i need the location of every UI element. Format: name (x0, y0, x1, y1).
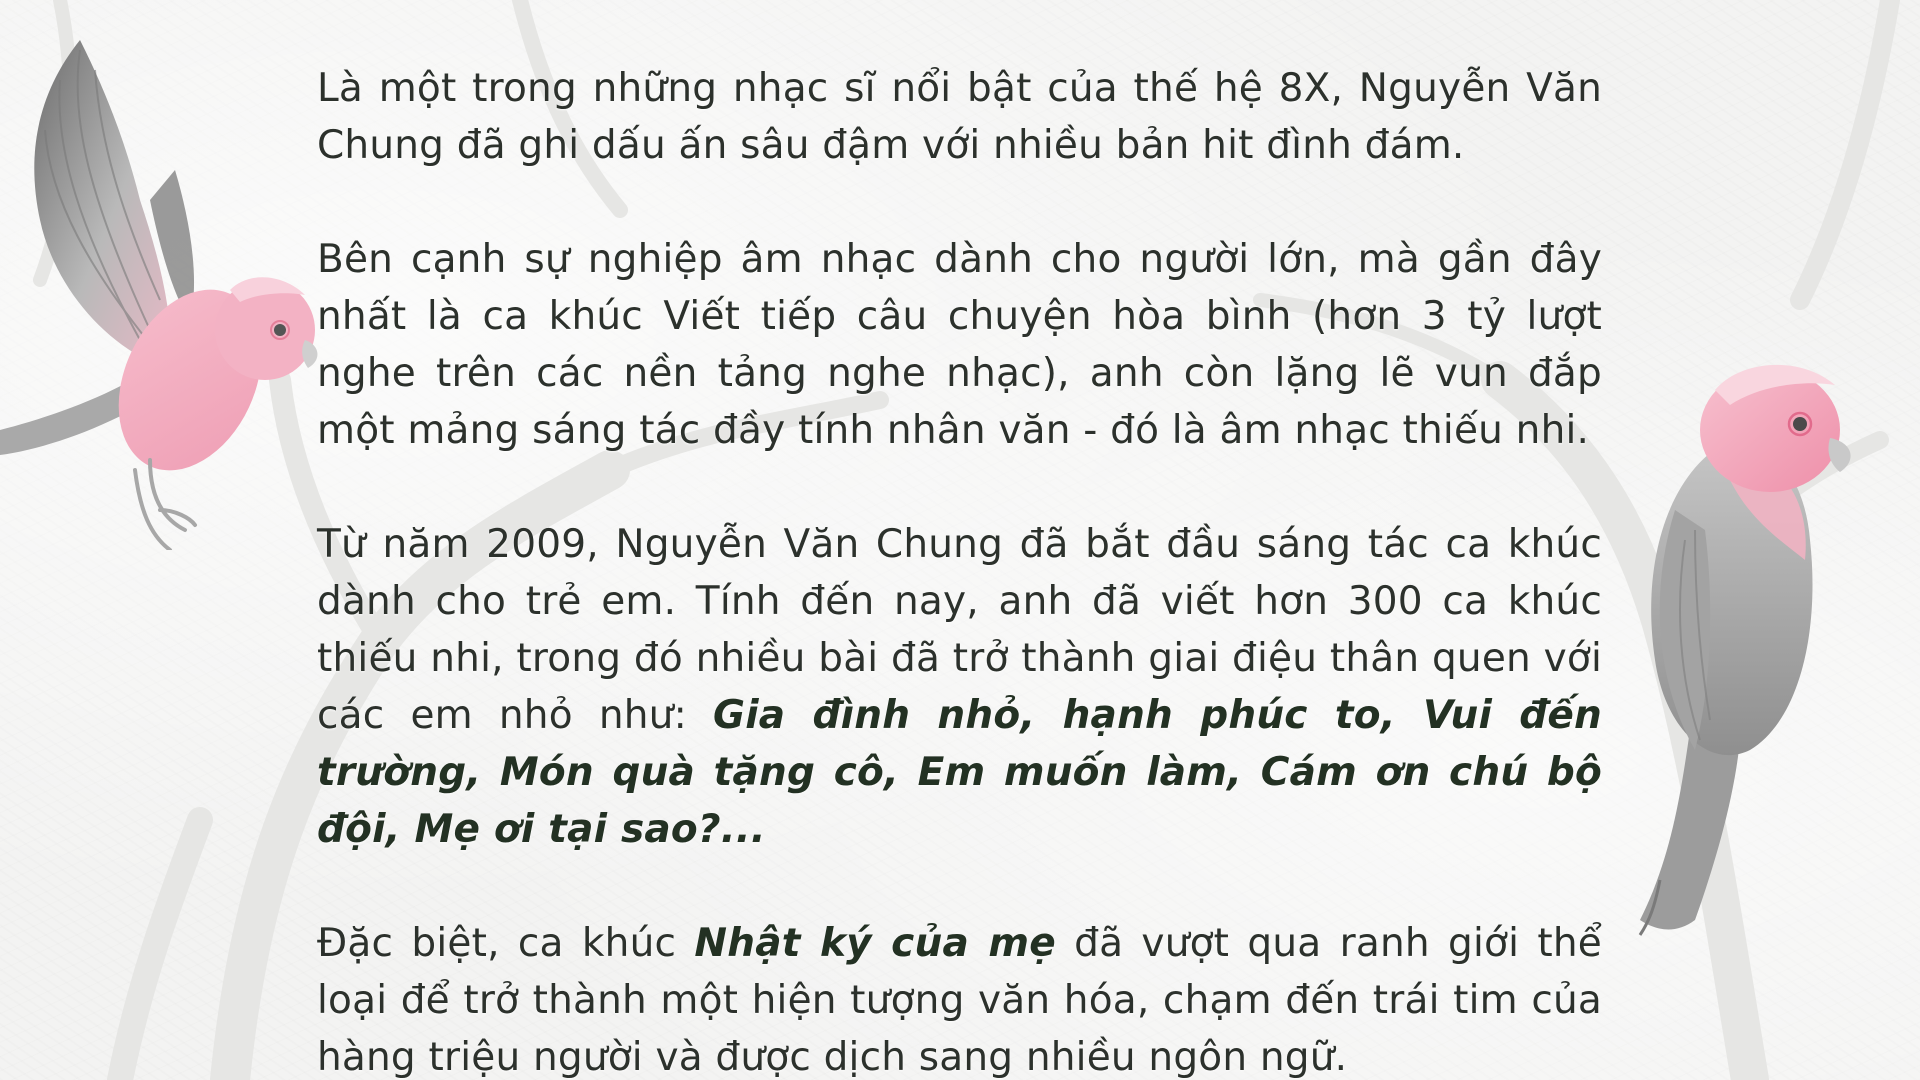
song-title-highlight: Nhật ký của mẹ (694, 921, 1056, 966)
flying-cockatoo-illustration (0, 30, 340, 550)
paragraph-intro: Là một trong những nhạc sĩ nổi bật của thế hệ 8X, Nguyễn Văn Chung đã ghi dấu ấn sâu đậm với nhiều bản hit đình đám. (317, 66, 1602, 168)
paragraph-children-songs (317, 516, 1602, 858)
paragraph-rest-text: đã vượt qua ranh giới thể loại để trở thành một hiện tượng văn hóa, chạm đến trái tim của hàng triệu người và được dịch sang nhiều ngôn ngữ. (317, 921, 1602, 1080)
song-list-highlight: Gia đình nhỏ, hạnh phúc to, Vui đến trường, Món quà tặng cô, Em muốn làm, Cám ơn chú bộ đội, Mẹ ơi tại sao?... (317, 693, 1602, 852)
paragraph-children-songs-text: Từ năm 2009, Nguyễn Văn Chung đã bắt đầu sáng tác ca khúc dành cho trẻ em. Tính đến nay, anh đã viết hơn 300 ca khúc thiếu nhi, trong đó nhiều bài đã trở thành giai điệu thân quen với các em nhỏ như: (317, 522, 1602, 738)
perched-cockatoo-illustration (1600, 360, 1920, 960)
paragraph-career: Bên cạnh sự nghiệp âm nhạc dành cho người lớn, mà gần đây nhất là ca khúc Viết tiếp câu chuyện hòa bình (hơn 3 tỷ lượt nghe trên các nền tảng nghe nhạc), anh còn lặng lẽ vun đắp một mảng sáng tác đầy tính nhân văn - đó là âm nhạc thiếu nhi. (317, 237, 1602, 453)
paragraph-nhat-ky-cua-me (317, 915, 1602, 1080)
paragraph-lead-text: Đặc biệt, ca khúc (317, 921, 695, 966)
article-text (317, 60, 1602, 1080)
